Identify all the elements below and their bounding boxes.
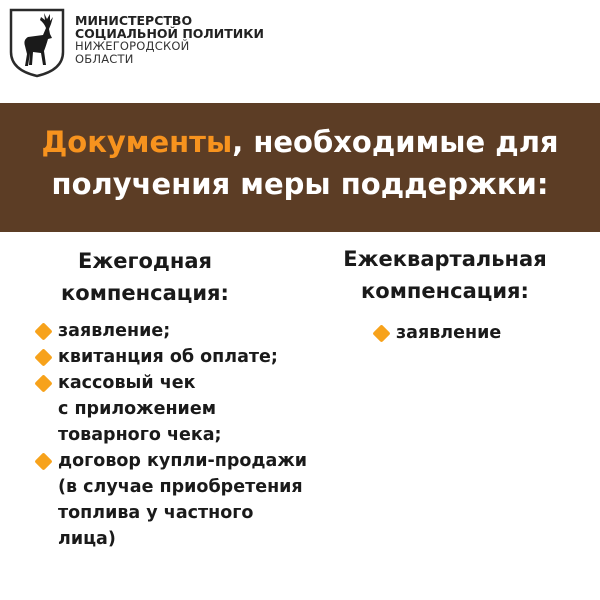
orange-diamond-icon — [34, 348, 52, 366]
annual-compensation-title — [30, 245, 260, 309]
quarterly-compensation-title — [330, 243, 560, 307]
quarterly-title-line-1: Ежеквартальная — [343, 247, 547, 271]
list-item — [34, 370, 334, 448]
organization-name — [75, 14, 264, 66]
banner-title-rest: , необходимые для — [232, 125, 559, 159]
item-text: квитанция об оплате; — [58, 347, 278, 367]
deer-coat-of-arms-icon — [8, 8, 66, 78]
annual-documents-list — [34, 318, 334, 552]
list-item — [34, 344, 334, 370]
item-text: заявление; — [58, 321, 171, 341]
orange-diamond-icon — [34, 374, 52, 392]
item-text: с приложением — [58, 399, 216, 419]
orange-diamond-icon — [34, 452, 52, 470]
org-line-1: МИНИСТЕРСТВО — [75, 13, 193, 28]
item-text: лица) — [58, 529, 116, 549]
item-text: (в случае приобретения — [58, 477, 303, 497]
orange-diamond-icon — [372, 324, 390, 342]
annual-title-line-2: компенсация: — [61, 281, 229, 305]
quarterly-title-line-2: компенсация: — [361, 279, 529, 303]
item-text: топлива у частного — [58, 503, 254, 523]
list-item — [34, 318, 334, 344]
banner-title-line-2: получения меры поддержки: — [51, 167, 549, 201]
list-item — [34, 448, 334, 552]
quarterly-documents-list — [372, 320, 592, 346]
title-banner — [0, 103, 600, 232]
org-line-2: СОЦИАЛЬНОЙ ПОЛИТИКИ — [75, 26, 264, 41]
annual-title-line-1: Ежегодная — [77, 249, 212, 273]
item-text: договор купли-продажи — [58, 451, 308, 471]
banner-title-accent: Документы — [41, 125, 233, 159]
org-line-4: ОБЛАСТИ — [75, 52, 134, 66]
org-line-3: НИЖЕГОРОДСКОЙ — [75, 39, 190, 53]
header — [0, 0, 600, 100]
orange-diamond-icon — [34, 322, 52, 340]
list-item — [372, 320, 592, 346]
item-text: товарного чека; — [58, 425, 222, 445]
banner-title-line-1 — [0, 125, 600, 159]
item-text: кассовый чек — [58, 373, 196, 393]
item-text: заявление — [396, 323, 502, 343]
